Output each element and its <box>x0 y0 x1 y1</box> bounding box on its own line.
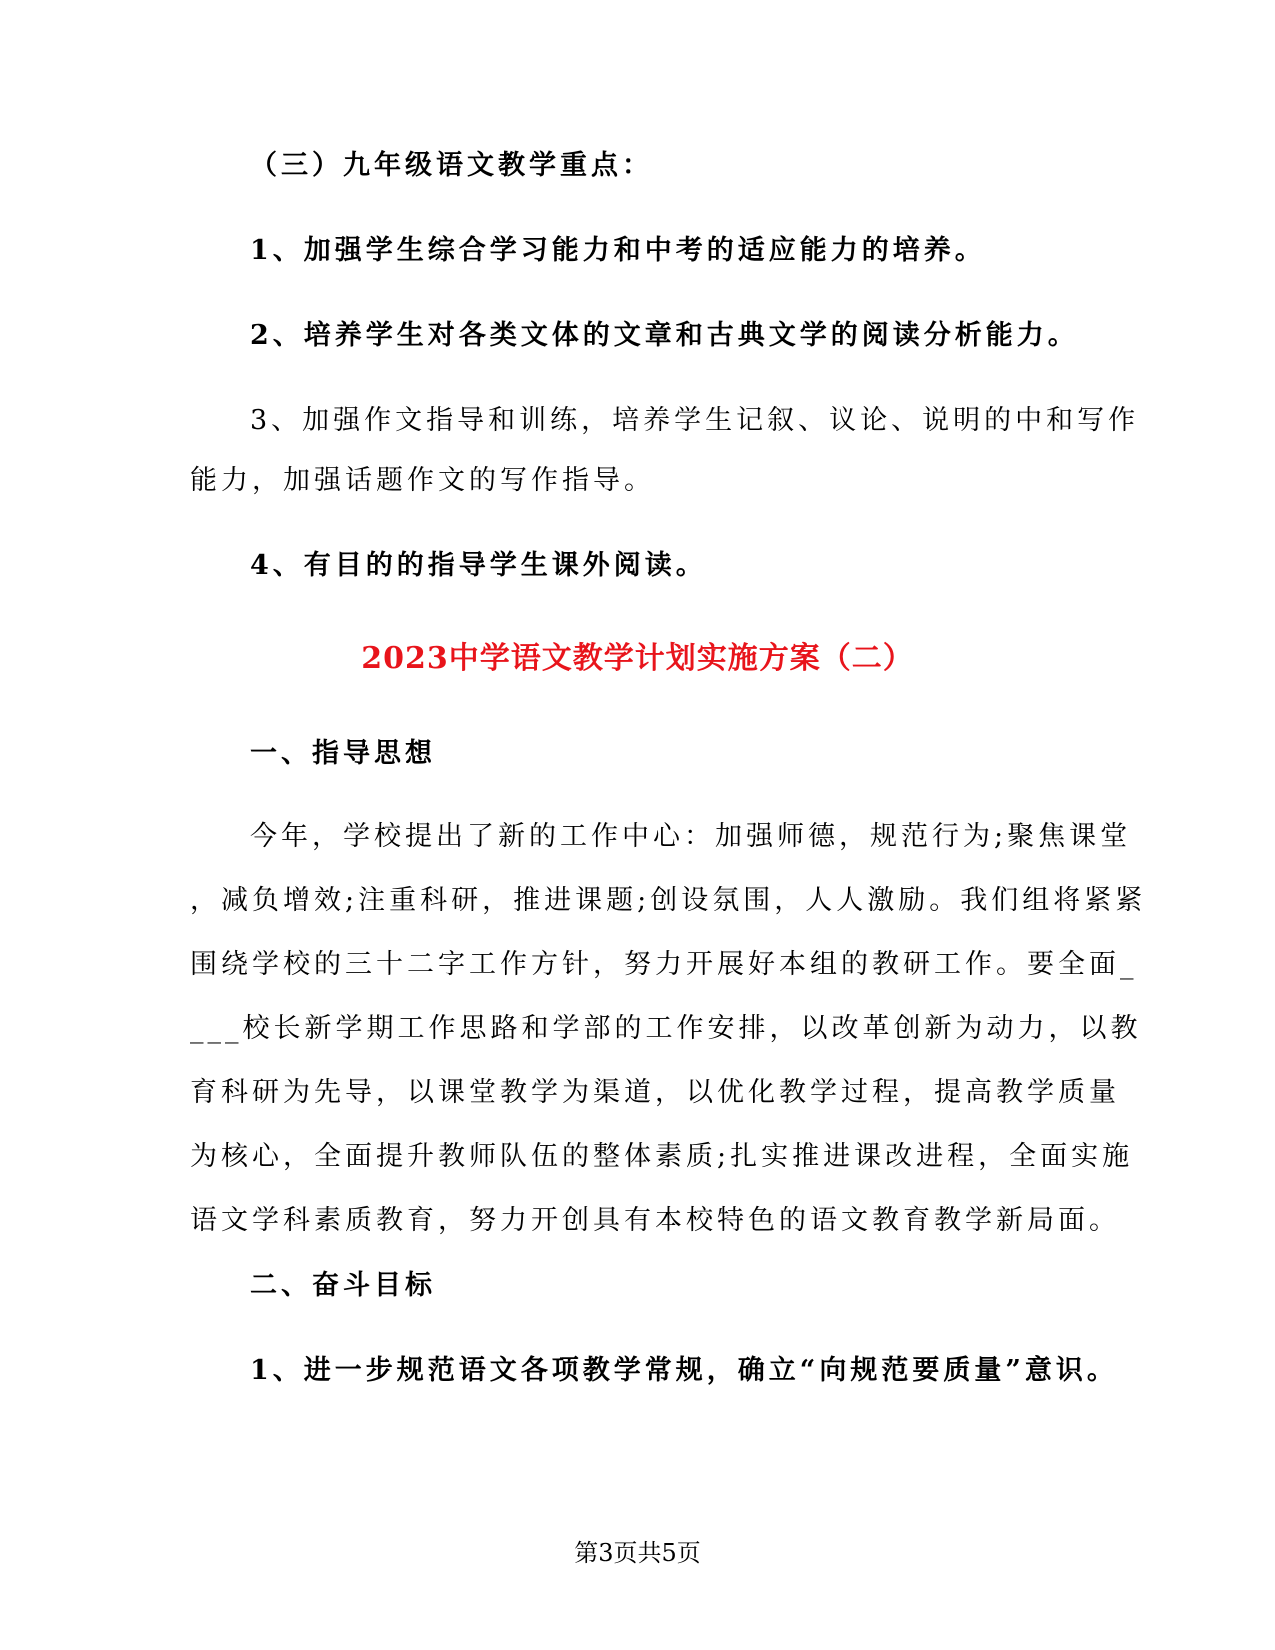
guiding-line: 为核心，全面提升教师队伍的整体素质;扎实推进课改进程，全面实施 <box>190 1141 1134 1172</box>
guiding-heading: 一、指导思想 <box>250 738 436 769</box>
guiding-line: ，减负增效;注重科研，推进课题;创设氛围，人人激励。我们组将紧紧 <box>190 885 1147 916</box>
guiding-line: 育科研为先导，以课堂教学为渠道，以优化教学过程，提高教学质量 <box>190 1077 1120 1108</box>
guiding-line: 围绕学校的三十二字工作方针，努力开展好本组的教研工作。要全面_ <box>190 949 1138 980</box>
guiding-paragraph <box>190 819 1147 1267</box>
section3-heading: （三）九年级语文教学重点： <box>250 150 653 181</box>
section3-item-2: 2、培养学生对各类文体的文章和古典文学的阅读分析能力。 <box>250 320 1079 351</box>
plan2-title: 2023中学语文教学计划实施方案（二） <box>361 641 914 676</box>
guiding-line: ___校长新学期工作思路和学部的工作安排，以改革创新为动力，以教 <box>190 1013 1142 1044</box>
guiding-line: 今年，学校提出了新的工作中心：加强师德，规范行为;聚焦课堂 <box>250 821 1132 852</box>
section3-item-3-continued: 能力，加强话题作文的写作指导。 <box>190 465 655 496</box>
goals-heading: 二、奋斗目标 <box>250 1270 436 1301</box>
section3-item-3: 3、加强作文指导和训练，培养学生记叙、议论、说明的中和写作 <box>250 405 1140 436</box>
section3-item-4: 4、有目的的指导学生课外阅读。 <box>250 550 707 581</box>
goals-item-1: 1、进一步规范语文各项教学常规，确立“向规范要质量”意识。 <box>250 1355 1118 1386</box>
guiding-line: 语文学科素质教育，努力开创具有本校特色的语文教育教学新局面。 <box>190 1205 1120 1236</box>
section3-item-1: 1、加强学生综合学习能力和中考的适应能力的培养。 <box>250 235 986 266</box>
page-number: 第3页共5页 <box>574 1539 701 1567</box>
